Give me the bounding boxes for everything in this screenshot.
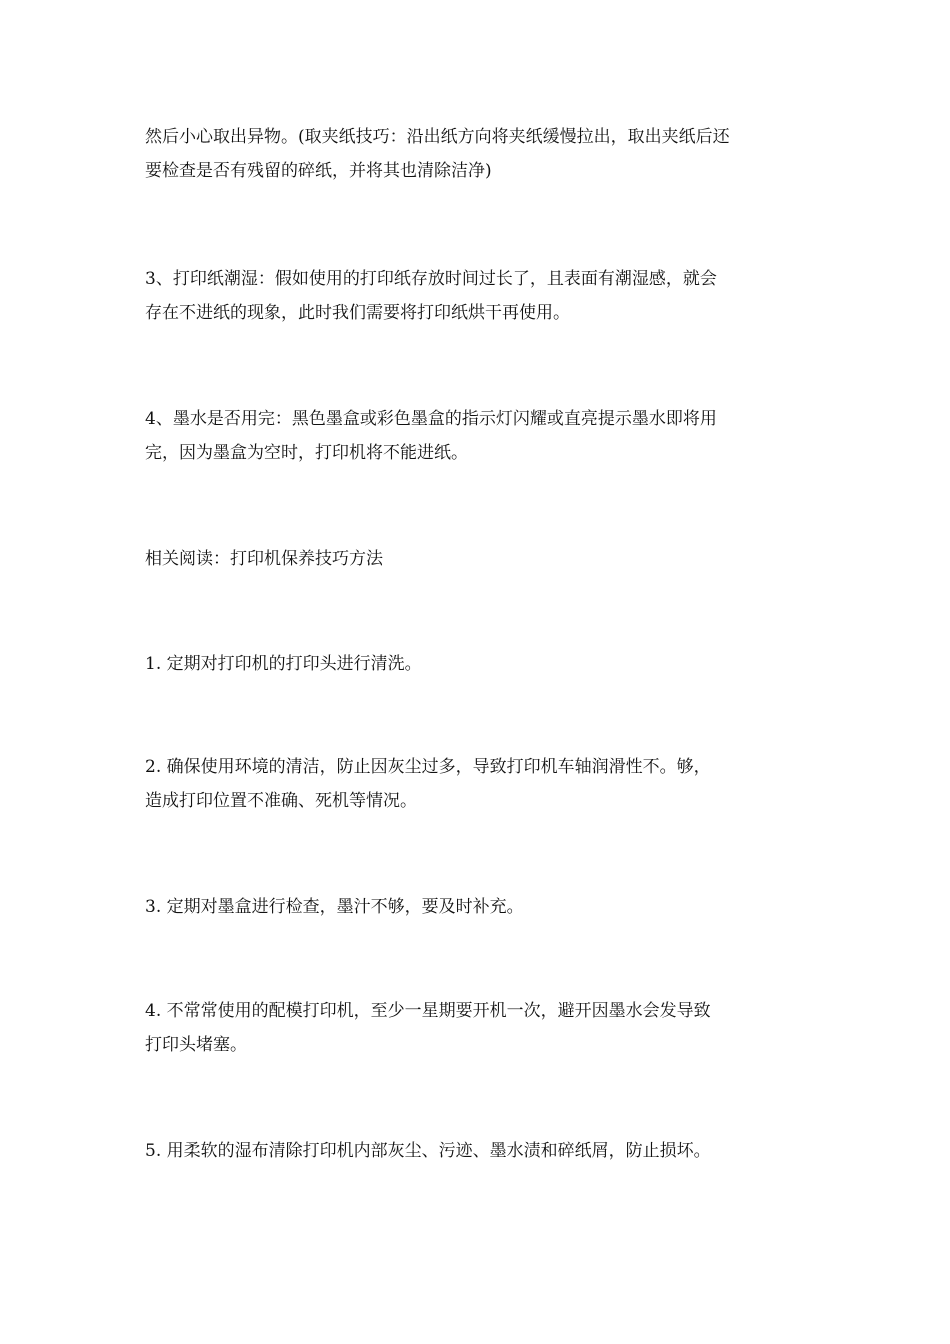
text-line: 5. 用柔软的湿布清除打印机内部灰尘、污迹、墨水渍和碎纸屑，防止损坏。 bbox=[145, 1141, 711, 1161]
list-item-1 bbox=[145, 647, 815, 681]
text-line: 3. 定期对墨盒进行检查，墨汁不够，要及时补充。 bbox=[145, 897, 524, 917]
text-line: 2. 确保使用环境的清洁，防止因灰尘过多，导致打印机车轴润滑性不。够， bbox=[145, 757, 711, 777]
text-line: 要检查是否有残留的碎纸，并将其也清除洁净) bbox=[145, 161, 492, 181]
text-line: 4. 不常常使用的配模打印机，至少一星期要开机一次，避开因墨水会发导致 bbox=[145, 1001, 711, 1021]
list-item-3 bbox=[145, 890, 815, 924]
paragraph-paper-jam-tip bbox=[145, 120, 815, 188]
list-item-5 bbox=[145, 1134, 815, 1168]
list-item-2 bbox=[145, 750, 815, 818]
paragraph-damp-paper bbox=[145, 262, 815, 330]
text-line: 造成打印位置不准确、死机等情况。 bbox=[145, 791, 417, 811]
section-heading-related-reading bbox=[145, 542, 815, 576]
text-line: 1. 定期对打印机的打印头进行清洗。 bbox=[145, 654, 422, 674]
text-line: 打印头堵塞。 bbox=[145, 1035, 247, 1055]
text-line: 4、墨水是否用完：黑色墨盒或彩色墨盒的指示灯闪耀或直亮提示墨水即将用 bbox=[145, 409, 717, 429]
text-line: 完，因为墨盒为空时，打印机将不能进纸。 bbox=[145, 443, 468, 463]
text-line: 相关阅读：打印机保养技巧方法 bbox=[145, 549, 383, 569]
text-line: 存在不进纸的现象，此时我们需要将打印纸烘干再使用。 bbox=[145, 303, 570, 323]
text-line: 3、打印纸潮湿：假如使用的打印纸存放时间过长了，且表面有潮湿感，就会 bbox=[145, 269, 717, 289]
list-item-4 bbox=[145, 994, 815, 1062]
paragraph-ink-empty bbox=[145, 402, 815, 470]
text-line: 然后小心取出异物。(取夹纸技巧：沿出纸方向将夹纸缓慢拉出，取出夹纸后还 bbox=[145, 127, 730, 147]
